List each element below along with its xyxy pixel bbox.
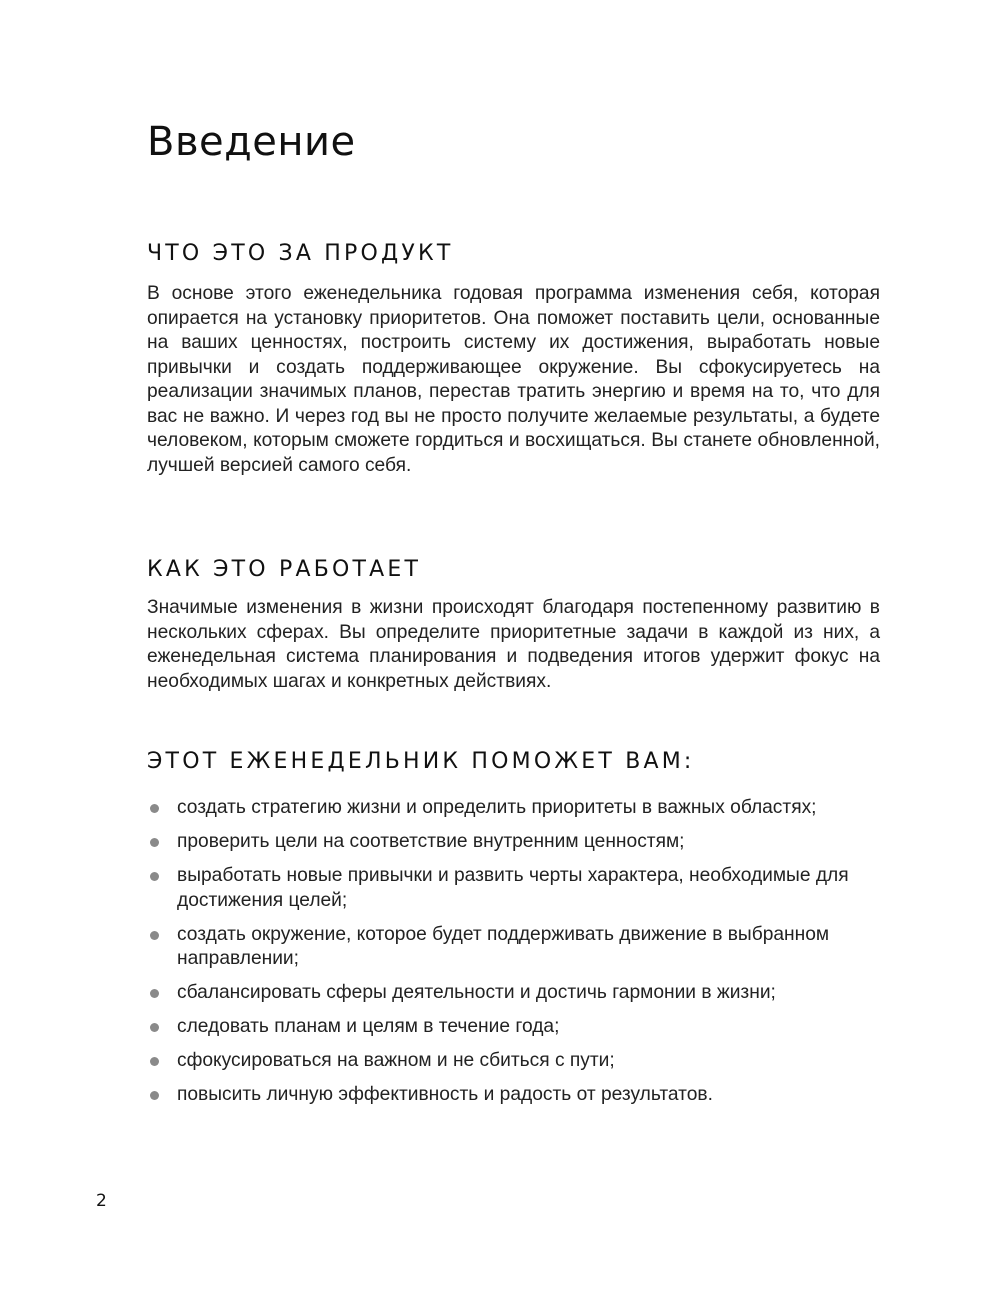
bullet-dot-icon xyxy=(150,989,159,998)
list-item xyxy=(147,923,882,972)
list-item xyxy=(147,830,882,855)
bullet-dot-icon xyxy=(150,872,159,881)
list-item-text: сфокусироваться на важном и не сбиться с пути; xyxy=(177,1050,615,1071)
bullet-dot-icon xyxy=(150,1057,159,1066)
benefits-list xyxy=(147,796,882,1117)
list-item xyxy=(147,864,882,913)
list-item-text: создать окружение, которое будет поддерживать движение в выбранном направлении; xyxy=(177,923,830,969)
section-body-how-it-works: Значимые изменения в жизни происходят благодаря постепенному развитию в нескольких сферах. Вы определите приоритетные задачи в каждой из них, а еженедельная система планирования и подведения итогов удержит фокус на необходимых шагах и конкретных действиях. xyxy=(147,597,880,692)
section-heading-product: ЧТО ЭТО ЗА ПРОДУКТ xyxy=(147,241,454,266)
bullet-dot-icon xyxy=(150,1091,159,1100)
list-item-text: создать стратегию жизни и определить приоритеты в важных областях; xyxy=(177,797,817,818)
list-item xyxy=(147,796,882,821)
page-title: Введение xyxy=(147,119,356,165)
list-item xyxy=(147,1083,882,1108)
page-number: 2 xyxy=(96,1191,107,1211)
section-heading-benefits: ЭТОТ ЕЖЕНЕДЕЛЬНИК ПОМОЖЕТ ВАМ: xyxy=(147,749,695,774)
list-item-text: проверить цели на соответствие внутренним ценностям; xyxy=(177,831,685,852)
section-body-product: В основе этого еженедельника годовая программа изменения себя, которая опирается на установку приоритетов. Она поможет поставить цели, основанные на ваших ценностях, построить систему их достижения, выработать новые привычки и создать поддерживающее окружение. Вы сфокусируетесь на реализации значимых планов, перестав тратить энергию и время на то, что для вас не важно. И через год вы не просто получите желаемые результаты, а будете человеком, которым сможете гордиться и восхищаться. Вы станете обновленной, лучшей версией самого себя. xyxy=(147,283,880,476)
list-item-text: выработать новые привычки и развить черты характера, необходимые для достижения целей; xyxy=(177,865,849,911)
bullet-dot-icon xyxy=(150,1023,159,1032)
list-item-text: сбалансировать сферы деятельности и достичь гармонии в жизни; xyxy=(177,982,776,1003)
bullet-dot-icon xyxy=(150,804,159,813)
list-item xyxy=(147,981,882,1006)
list-item xyxy=(147,1015,882,1040)
list-item xyxy=(147,1049,882,1074)
list-item-text: повысить личную эффективность и радость от результатов. xyxy=(177,1084,713,1105)
bullet-dot-icon xyxy=(150,838,159,847)
bullet-dot-icon xyxy=(150,931,159,940)
section-heading-how-it-works: КАК ЭТО РАБОТАЕТ xyxy=(147,557,422,582)
list-item-text: следовать планам и целям в течение года; xyxy=(177,1016,560,1037)
